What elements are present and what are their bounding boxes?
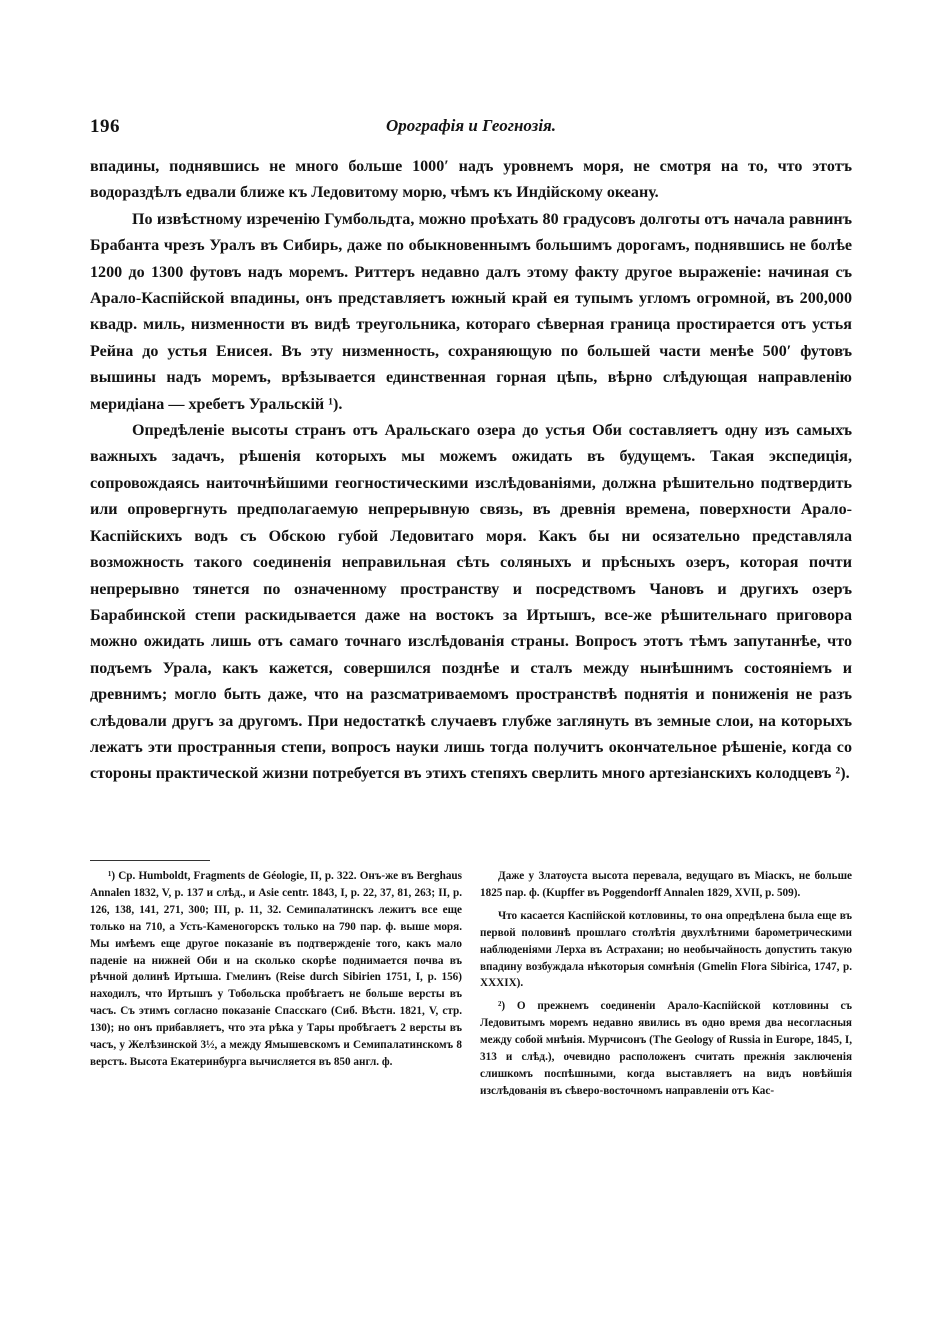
footnotes-left-column (90, 868, 462, 1071)
page-header (90, 116, 852, 140)
footnotes (90, 868, 852, 1188)
running-title: Орографія и Геогнозія. (385, 116, 557, 135)
main-text (90, 154, 852, 788)
footnote-2: ²) О прежнемъ соединеніи Арало-Каспійской котловины съ Ледовитымъ моремъ недавно явились въ одно время два несогласныя между собой мнѣнія. Мурчисонъ (The Geology of Russia in Europe, 1845, I, 313 и слѣд.), очевидно расположенъ считать прежнія заключенія слишкомъ поспѣшными, когда выставляетъ на видъ новѣйшія изслѣдованія въ сѣверо-восточномъ направленіи отъ Кас- (480, 1000, 852, 1097)
footnote-1-continued-zlatoust: Даже у Златоуста высота перевала, ведущаго въ Міаскъ, не больше 1825 пар. ф. (Kupffer въ Poggendorff Annalen 1829, XVII, p. 509). (480, 870, 852, 899)
footnotes-right-column (480, 868, 852, 1100)
footnote-divider (90, 860, 210, 861)
book-page (90, 0, 852, 1333)
paragraph-continued: впадины, поднявшись не много больше 1000′ надъ уровнемъ моря, не смотря на то, что этотъ водораздѣлъ едвали ближе къ Ледовитому морю, чѣмъ къ Индійскому океану. (90, 158, 852, 202)
footnote-1: ¹) Ср. Humboldt, Fragments de Géologie, II, p. 322. Онъ-же въ Berghaus Annalen 1832, V, p. 137 и слѣд., и Asie centr. 1843, I, p. 22, 37, 81, 263; II, p. 126, 138, 141, 271, 300; III, p. 11, 32. Семипалатинскъ лежитъ все еще только на 710, а Усть-Каменогорскъ только на 790 пар. ф. выше моря. Мы имѣемъ еще другое показаніе въ подтвержденіе того, какъ мало паденіе на нижней Оби и на сколько скорѣе поднимается почва въ рѣчной долинѣ Иртыша. Гмелинъ (Reise durch Sibirien 1751, I, p. 156) находилъ, что Иртышъ у Тобольска пробѣгаетъ не больше версты въ часъ. Съ этимъ согласно показаніе Спасскаго (Сиб. Вѣстн. 1821, V, стр. 130); но онъ прибавляетъ, что эта рѣка у Тары пробѣгаетъ 2 версты въ часъ, у Желѣзинской 3½, а между Ямышевскомъ и Семипалатинскомъ 8 верстъ. Высота Екатеринбурга вычисляется въ 850 англ. ф. (90, 870, 462, 1068)
paragraph-aral-ob: Опредѣленіе высоты странъ отъ Аральскаго озера до устья Оби составляетъ одну изъ самыхъ важныхъ задачъ, рѣшенія которыхъ мы можемъ ожидать въ будущемъ. Такая экспедиція, сопровождаясь наиточнѣйшими геогностическими изслѣдованіями, должна рѣшительно подтвердить или опровергнуть предполагаемую непрерывную связь, въ древнія времена, поверхности Арало-Каспійскихъ водъ съ Обскою губой Ледовитаго моря. Какъ бы ни осязательно представляла возможность такого соединенія неправильная сѣть соляныхъ и прѣсныхъ озеръ, которая почти непрерывно тянется по означенному пространству и посредствомъ Чановъ и другихъ озеръ Барабинской степи раскидывается даже на востокъ за Иртышъ, все-же рѣшительнаго приговора можно ожидать лишь отъ самаго точнаго изслѣдованія страны. Вопросъ этотъ тѣмъ запутаннѣе, что подъемъ Урала, какъ кажется, совершился позднѣе и сталъ между нынѣшнимъ состояніемъ и древнимъ; могло быть даже, что на разсматриваемомъ пространствѣ поднятія и пониженія не разъ слѣдовали другъ за другомъ. При недостаткѣ случаевъ глубже заглянуть въ земные слои, на которыхъ лежатъ эти пространныя степи, вопросъ науки лишь тогда получитъ окончательное рѣшеніе, когда со стороны практической жизни потребуется въ этихъ степяхъ сверлить много артезіанскихъ колодцевъ ²). (90, 422, 852, 783)
paragraph-humboldt: По извѣстному изреченію Гумбольдта, можно проѣхать 80 градусовъ долготы отъ начала равнинъ Брабанта чрезъ Уралъ въ Сибирь, даже по обыкновеннымъ большимъ дорогамъ, поднявшись не болѣе 1200 до 1300 футовъ надъ моремъ. Риттеръ недавно далъ этому факту другое выраженіе: начиная съ Арало-Каспійской впадины, онъ представляетъ южный край ея тупымъ угломъ огромной, въ 200,000 квадр. миль, низменности въ видѣ треугольника, котораго сѣверная граница простирается отъ устья Рейна до устья Енисея. Въ эту низменность, сохраняющую по большей части менѣе 500′ футовъ вышины надъ моремъ, врѣзывается единственная горная цѣпь, вѣрно слѣдующая направленію меридіана — хребетъ Уральскій ¹). (90, 210, 852, 413)
footnote-1-continued-caspian: Что касается Каспійской котловины, то она опредѣлена была еще въ первой половинѣ прошлаго столѣтія двухлѣтними барометрическими наблюденіями Лерха въ Астрахани; но необычайность допустить такую впадину возбуждала нѣкоторыя сомнѣнія (Gmelin Flora Sibirica, 1747, p. XXXIX). (480, 909, 852, 990)
page-number: 196 (90, 116, 120, 137)
